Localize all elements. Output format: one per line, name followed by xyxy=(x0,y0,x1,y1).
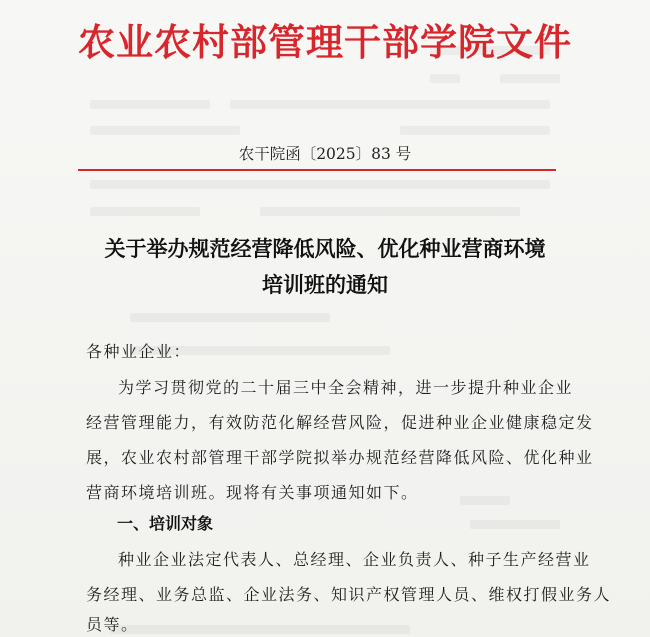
section-line: 种业企业法定代表人、总经理、企业负责人、种子生产经营业 xyxy=(118,550,591,569)
document-number: 农干院函〔2025〕83 号 xyxy=(238,145,412,163)
bleed-through-mark xyxy=(230,100,550,109)
bleed-through-mark xyxy=(500,74,560,83)
salutation: 各种业企业： xyxy=(86,342,192,361)
paragraph-line: 营商环境培训班。现将有关事项通知如下。 xyxy=(86,483,419,502)
bleed-through-mark xyxy=(260,207,520,216)
document-header-title: 农业农村部管理干部学院文件 xyxy=(78,20,572,64)
bleed-through-mark xyxy=(90,207,200,216)
paragraph-line: 展，农业农村部管理干部学院拟举办规范经营降低风险、优化种业 xyxy=(86,448,594,467)
bleed-through-mark xyxy=(400,126,550,135)
bleed-through-mark xyxy=(460,496,510,505)
paragraph-line: 为学习贯彻党的二十届三中全会精神，进一步提升种业企业 xyxy=(118,378,574,397)
bleed-through-mark xyxy=(90,180,550,189)
section-heading-training-targets: 一、培训对象 xyxy=(117,514,214,533)
bleed-through-mark xyxy=(130,313,330,322)
bleed-through-mark xyxy=(430,74,460,83)
notice-title-line-2: 培训班的通知 xyxy=(262,272,388,297)
paragraph-line: 经营管理能力，有效防范化解经营风险，促进种业企业健康稳定发 xyxy=(86,413,594,432)
section-line: 员等。 xyxy=(86,615,139,634)
bleed-through-mark xyxy=(110,625,410,634)
bleed-through-mark xyxy=(90,126,240,135)
bleed-through-mark xyxy=(470,520,560,529)
notice-title-line-1: 关于举办规范经营降低风险、优化种业营商环境 xyxy=(104,236,546,261)
section-line: 务经理、业务总监、企业法务、知识产权管理人员、维权打假业务人 xyxy=(86,585,612,604)
header-red-rule xyxy=(78,169,556,171)
bleed-through-mark xyxy=(90,100,210,109)
